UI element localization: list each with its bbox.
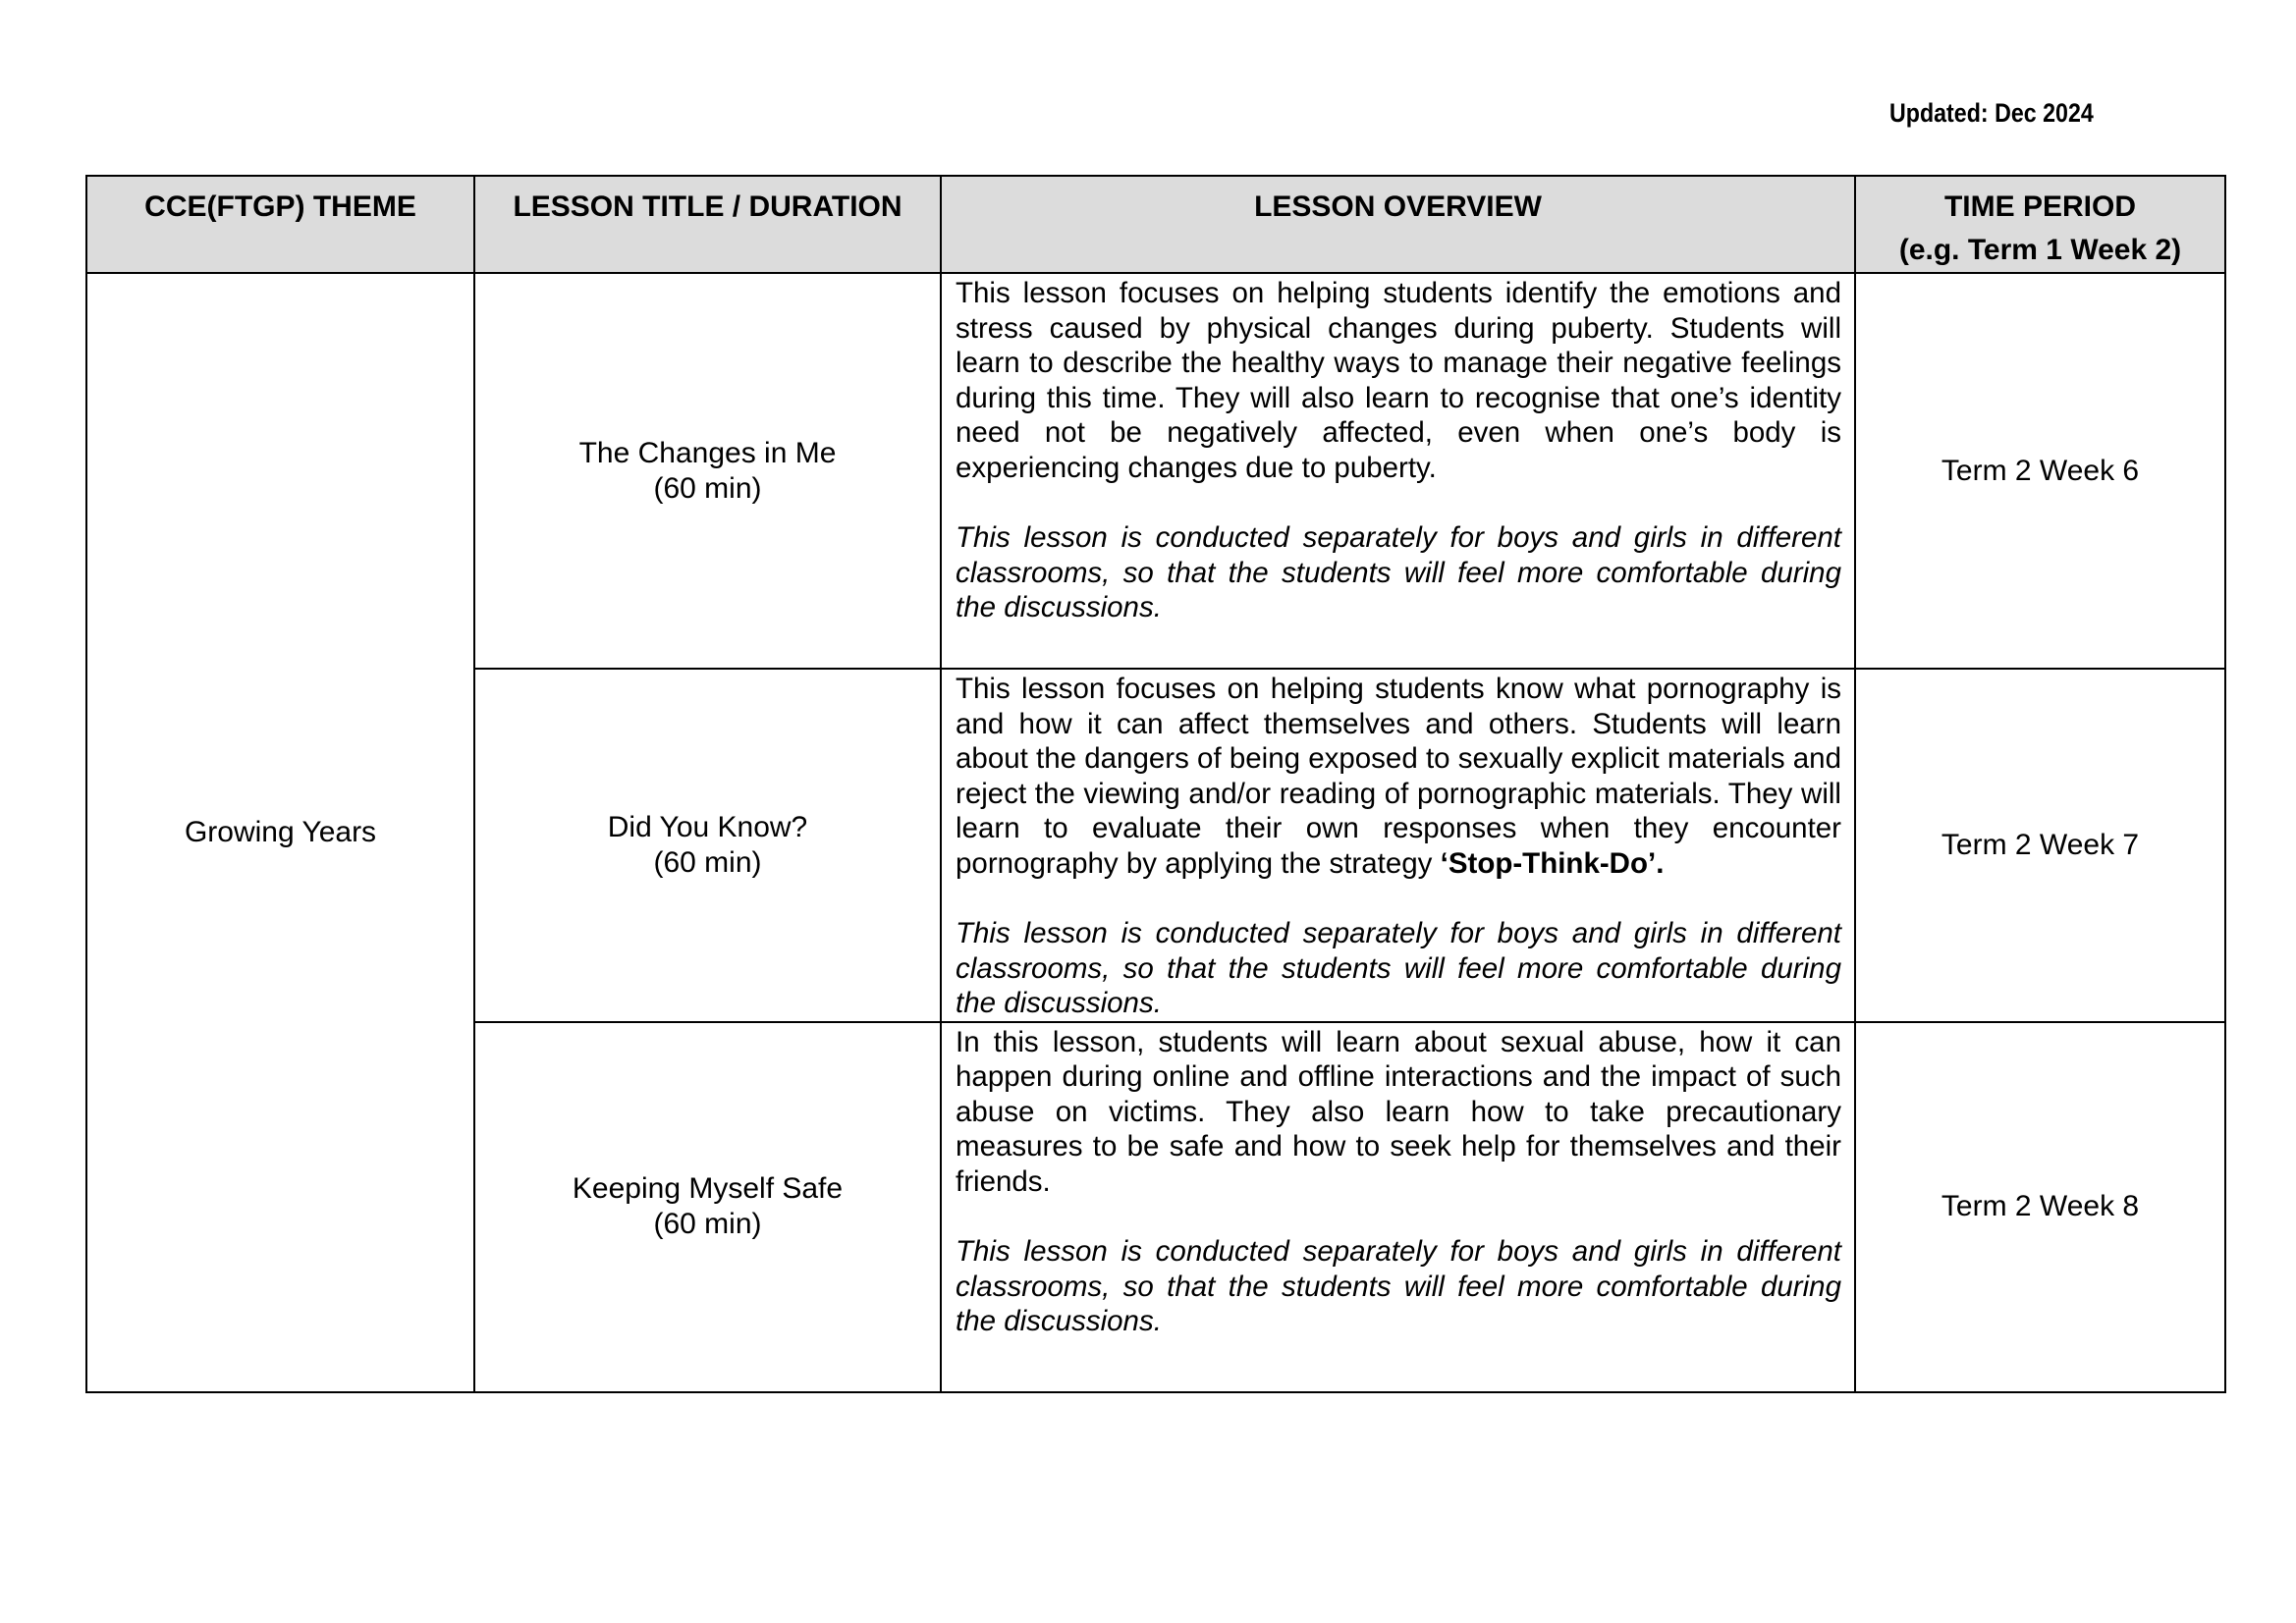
overview-body: In this lesson, students will learn about sexual abuse, how it can happen during online and offline interactions and the impact of such abuse on victims. They also learn how to take precautionary measures to be safe and how to seek help for themselves and their friends. [956,1025,1841,1198]
overview-body: This lesson focuses on helping students know what pornography is and how it can affect themselves and others. Students will learn about the dangers of being exposed to sexually explicit materials and reject the viewing and/or reading of pornographic materials. They will learn to evaluate their own responses when they encounter pornography by applying the strategy [956,673,1841,880]
updated-date: Updated: Dec 2024 [1889,98,2094,128]
lesson-overview-cell [941,273,1855,669]
theme-cell [86,273,474,1392]
lesson-overview-cell [941,669,1855,1022]
lesson-duration: (60 min) [653,1208,762,1240]
lesson-title: The Changes in Me [578,436,837,469]
lesson-note: This lesson is conducted separately for boys and girls in different classrooms, so that the students will feel more comfortable during the discussions. [956,917,1841,1019]
time-period-value: Term 2 Week 7 [1941,828,2140,861]
time-period-cell [1855,669,2225,1022]
lesson-note: This lesson is conducted separately for boys and girls in different classrooms, so that the students will feel more comfortable during the discussions. [956,1235,1841,1337]
lesson-table [85,175,2226,1393]
column-header-theme: CCE(FTGP) THEME [86,176,474,273]
column-header-time-period [1855,176,2225,273]
column-header-lesson-title: LESSON TITLE / DURATION [474,176,941,273]
lesson-duration: (60 min) [653,845,762,879]
strategy-name: ‘Stop-Think-Do’. [1440,846,1665,880]
lesson-overview-text [956,276,1841,485]
lesson-title-cell [474,273,941,669]
time-period-cell [1855,1022,2225,1392]
lesson-duration: (60 min) [653,471,762,505]
time-period-label: TIME PERIOD [1943,190,2136,223]
lesson-overview-text [956,672,1841,881]
time-period-cell [1855,273,2225,669]
time-period-example: (e.g. Term 1 Week 2) [1898,234,2182,266]
overview-body: This lesson focuses on helping students identify the emotions and stress caused by physical changes during puberty. Students will learn to describe the healthy ways to manage their negative feelings during this time. They will also learn to recognise that one’s identity need not be negatively affected, even when one’s body is experiencing changes due to puberty. [956,277,1841,484]
table-header-row [86,176,2225,273]
lesson-title: Keeping Myself Safe [572,1172,844,1205]
time-period-value: Term 2 Week 6 [1941,454,2140,487]
column-header-overview: LESSON OVERVIEW [941,176,1855,273]
lesson-title: Did You Know? [607,810,808,843]
lesson-overview-cell [941,1022,1855,1392]
theme-label: Growing Years [184,815,377,848]
lesson-title-cell [474,1022,941,1392]
lesson-note: This lesson is conducted separately for boys and girls in different classrooms, so that the students will feel more comfortable during the discussions. [956,521,1841,623]
time-period-value: Term 2 Week 8 [1941,1190,2140,1222]
lesson-title-cell [474,669,941,1022]
lesson-overview-text [956,1025,1841,1200]
table-row [86,273,2225,669]
